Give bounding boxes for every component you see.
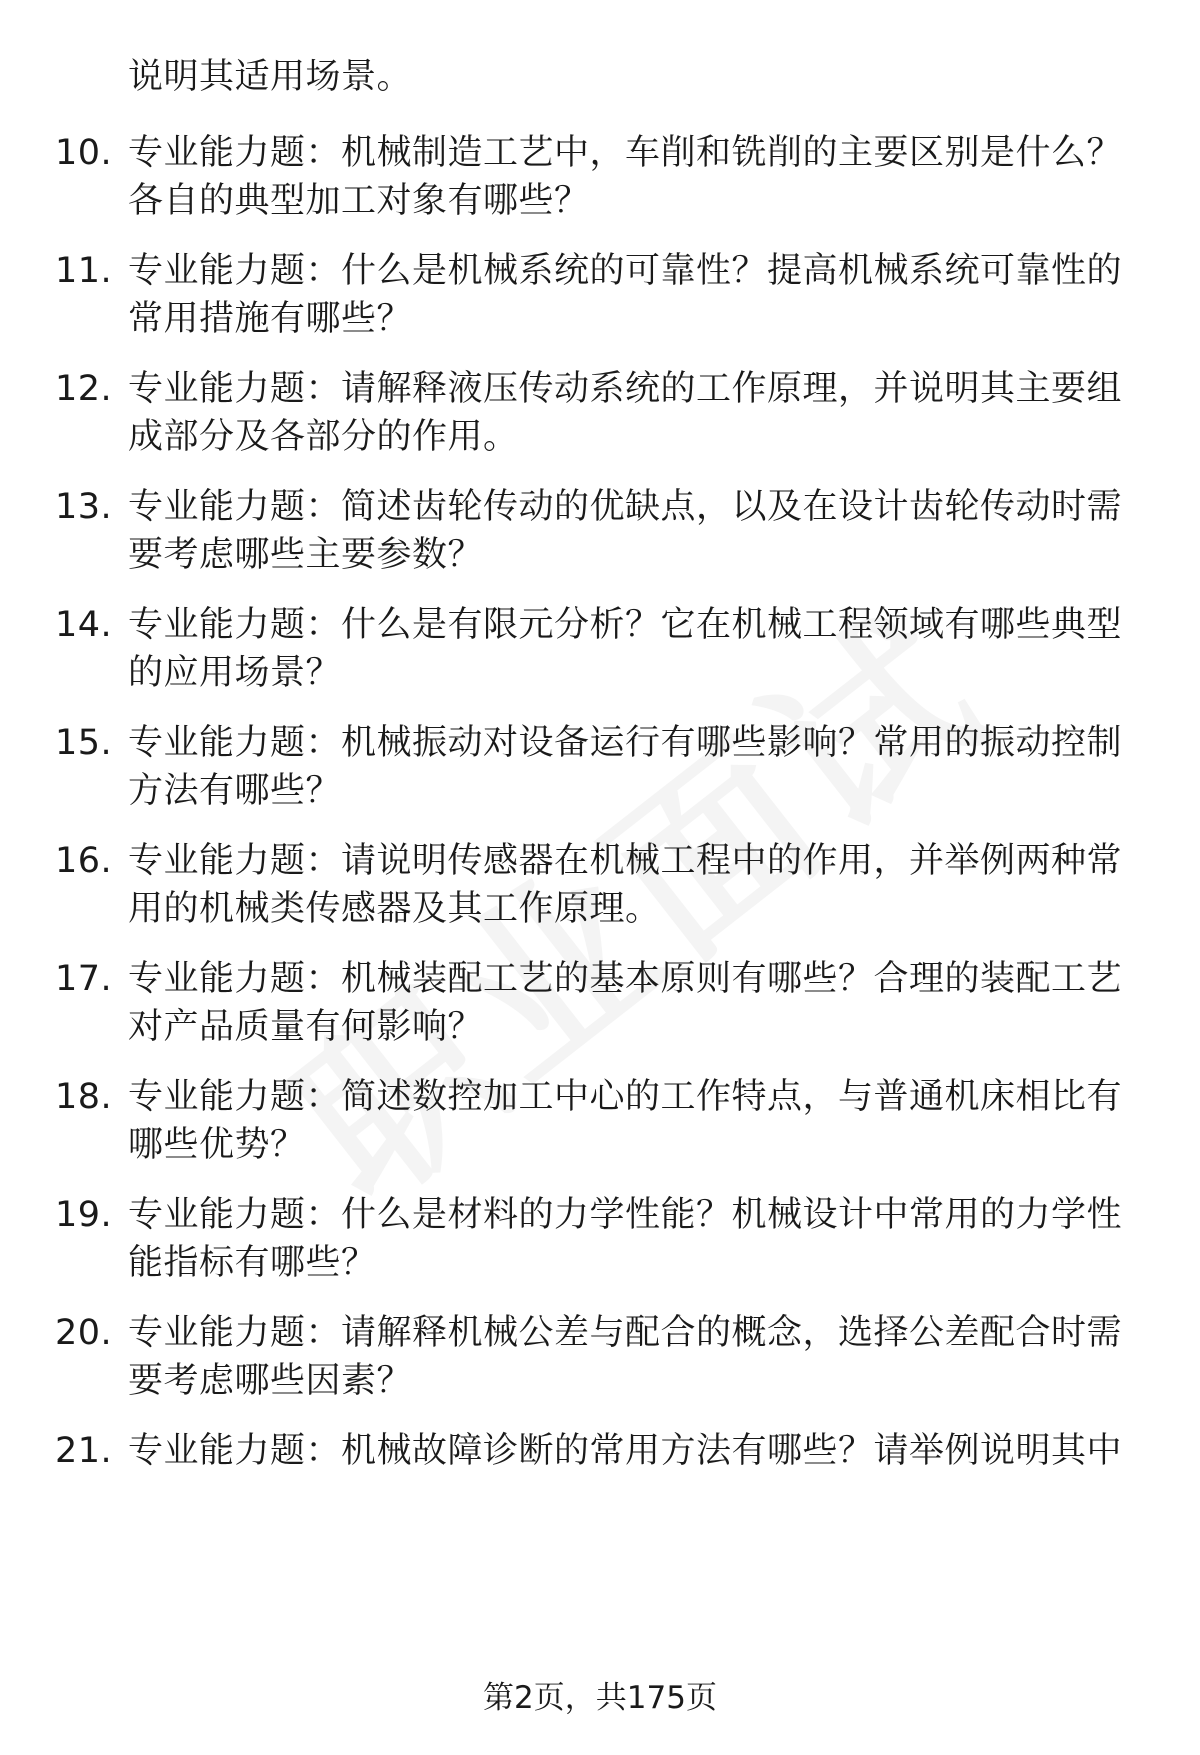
question-text: 专业能力题：请解释液压传动系统的工作原理，并说明其主要组 [128,369,1123,409]
question-number: 21. [55,1431,113,1471]
question-text: 专业能力题：什么是有限元分析？它在机械工程领域有哪些典型 [128,605,1123,645]
question-text-continued: 能指标有哪些？ [128,1243,377,1283]
question-number: 12. [55,369,113,409]
question-text: 专业能力题：机械故障诊断的常用方法有哪些？请举例说明其中 [128,1431,1123,1471]
question-text-continued: 哪些优势？ [128,1125,306,1165]
question-text-continued: 各自的典型加工对象有哪些？ [128,181,590,221]
question-text: 专业能力题：简述数控加工中心的工作特点，与普通机床相比有 [128,1077,1123,1117]
question-text: 专业能力题：机械装配工艺的基本原则有哪些？合理的装配工艺 [128,959,1123,999]
question-text: 专业能力题：机械制造工艺中，车削和铣削的主要区别是什么？ [128,133,1123,173]
question-text-continued: 要考虑哪些主要参数？ [128,535,484,575]
question-number: 13. [55,487,113,527]
question-text-continued: 方法有哪些？ [128,771,342,811]
question-text-continued: 对产品质量有何影响？ [128,1007,484,1047]
question-text-continued: 要考虑哪些因素？ [128,1361,413,1401]
question-text: 专业能力题：机械振动对设备运行有哪些影响？常用的振动控制 [128,723,1123,763]
question-number: 19. [55,1195,113,1235]
question-number: 14. [55,605,113,645]
question-number: 11. [55,251,113,291]
question-number: 10. [55,133,113,173]
continuation-text: 说明其适用场景。 [128,57,413,97]
question-number: 20. [55,1313,113,1353]
question-text-continued: 的应用场景？ [128,653,342,693]
question-text-continued: 成部分及各部分的作用。 [128,417,519,457]
question-number: 18. [55,1077,113,1117]
question-number: 15. [55,723,113,763]
question-text: 专业能力题：什么是材料的力学性能？机械设计中常用的力学性 [128,1195,1123,1235]
question-text-continued: 用的机械类传感器及其工作原理。 [128,889,661,929]
question-number: 16. [55,841,113,881]
question-text: 专业能力题：什么是机械系统的可靠性？提高机械系统可靠性的 [128,251,1123,291]
question-text: 专业能力题：简述齿轮传动的优缺点，以及在设计齿轮传动时需 [128,487,1123,527]
question-text: 专业能力题：请说明传感器在机械工程中的作用，并举例两种常 [128,841,1123,881]
question-text: 专业能力题：请解释机械公差与配合的概念，选择公差配合时需 [128,1313,1123,1353]
question-text-continued: 常用措施有哪些？ [128,299,413,339]
question-number: 17. [55,959,113,999]
page-footer: 第2页，共175页 [483,1680,717,1716]
